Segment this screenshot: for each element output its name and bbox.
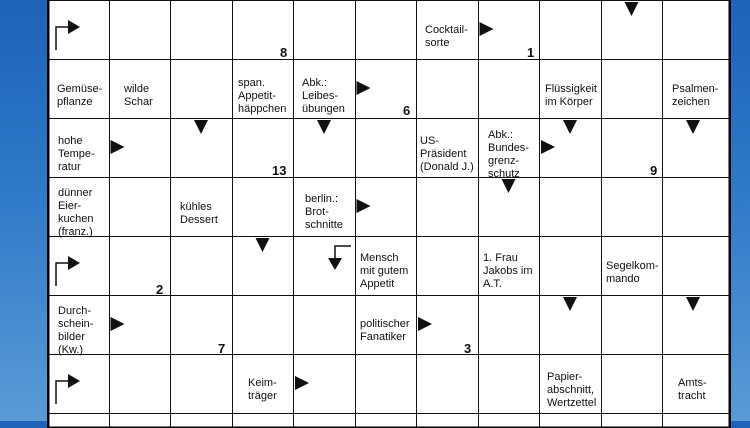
clue-wilde-schar: wilde Schar bbox=[124, 83, 153, 108]
solution-number-1: 1 bbox=[527, 45, 535, 60]
clue-abk-leibesuebungen: Abk.: Leibes- übungen bbox=[302, 77, 345, 115]
arrow-bent-head bbox=[68, 256, 80, 270]
arrow-down bbox=[563, 120, 577, 134]
arrow-right bbox=[357, 199, 371, 213]
arrow-right bbox=[357, 81, 371, 95]
clue-gemuesepflanze: Gemüse- pflanze bbox=[57, 83, 103, 108]
solution-number-9: 9 bbox=[650, 163, 658, 178]
arrow-down bbox=[194, 120, 208, 134]
clue-politischer-fanatiker: politischer Fanatiker bbox=[360, 318, 410, 343]
arrow-bent-down-head bbox=[328, 258, 342, 270]
arrow-bent-head bbox=[68, 20, 80, 34]
crossword-grid bbox=[47, 0, 731, 428]
solution-number-7: 7 bbox=[218, 341, 226, 356]
clue-keimtraeger: Keim- träger bbox=[248, 377, 277, 402]
solution-number-6: 6 bbox=[403, 103, 411, 118]
clue-hohe-temperatur: hohe Tempe- ratur bbox=[58, 135, 95, 173]
clue-cocktailsorte: Cocktail- sorte bbox=[425, 24, 468, 49]
crossword-board bbox=[47, 0, 731, 428]
arrow-down bbox=[686, 297, 700, 311]
clue-us-praesident: US- Präsident (Donald J.) bbox=[420, 135, 474, 173]
arrow-right bbox=[541, 140, 555, 154]
clue-span-appetithaeppchen: span. Appetit- häppchen bbox=[238, 77, 287, 115]
clue-psalmenzeichen: Psalmen- zeichen bbox=[672, 83, 719, 108]
clue-papierabschnitt: Papier- abschnitt, Wertzettel bbox=[547, 371, 597, 409]
clue-kuehles-dessert: kühles Dessert bbox=[180, 201, 218, 226]
arrow-down bbox=[317, 120, 331, 134]
arrow-down bbox=[256, 238, 270, 252]
solution-number-2: 2 bbox=[156, 282, 164, 297]
clue-erste-frau-jakobs: 1. Frau Jakobs im A.T. bbox=[483, 252, 533, 290]
solution-number-3: 3 bbox=[464, 341, 472, 356]
arrow-bent bbox=[56, 381, 68, 404]
grid-frame bbox=[48, 0, 730, 428]
arrow-right bbox=[418, 317, 432, 331]
clue-duenner-eierkuchen: dünner Eier- kuchen (franz.) bbox=[58, 187, 94, 238]
clue-abk-bundesgrenzschutz: Abk.: Bundes- grenz- schutz bbox=[488, 129, 529, 180]
solution-number-13: 13 bbox=[272, 163, 287, 178]
arrow-right bbox=[480, 22, 494, 36]
arrow-right bbox=[295, 376, 309, 390]
solution-number-8: 8 bbox=[280, 45, 288, 60]
arrow-down bbox=[502, 179, 516, 193]
arrow-bent-down bbox=[335, 246, 351, 258]
arrow-down bbox=[625, 2, 639, 16]
arrow-bent bbox=[56, 263, 68, 286]
arrow-bent-head bbox=[68, 374, 80, 388]
arrow-down bbox=[563, 297, 577, 311]
arrow-bent bbox=[56, 27, 68, 50]
clue-mensch-mit-gutem-appetit: Mensch mit gutem Appetit bbox=[360, 252, 409, 290]
clue-amtstracht: Amts- tracht bbox=[678, 377, 707, 402]
clue-fluessigkeit-im-koerper: Flüssigkeit im Körper bbox=[545, 83, 597, 108]
arrow-down bbox=[686, 120, 700, 134]
arrow-right bbox=[111, 317, 125, 331]
arrow-right bbox=[111, 140, 125, 154]
clue-segelkommando: Segelkom- mando bbox=[606, 260, 659, 285]
clue-durchscheinbilder: Durch- schein- bilder (Kw.) bbox=[58, 305, 94, 356]
clue-berlin-brotschnitte: berlin.: Brot- schnitte bbox=[305, 193, 343, 231]
